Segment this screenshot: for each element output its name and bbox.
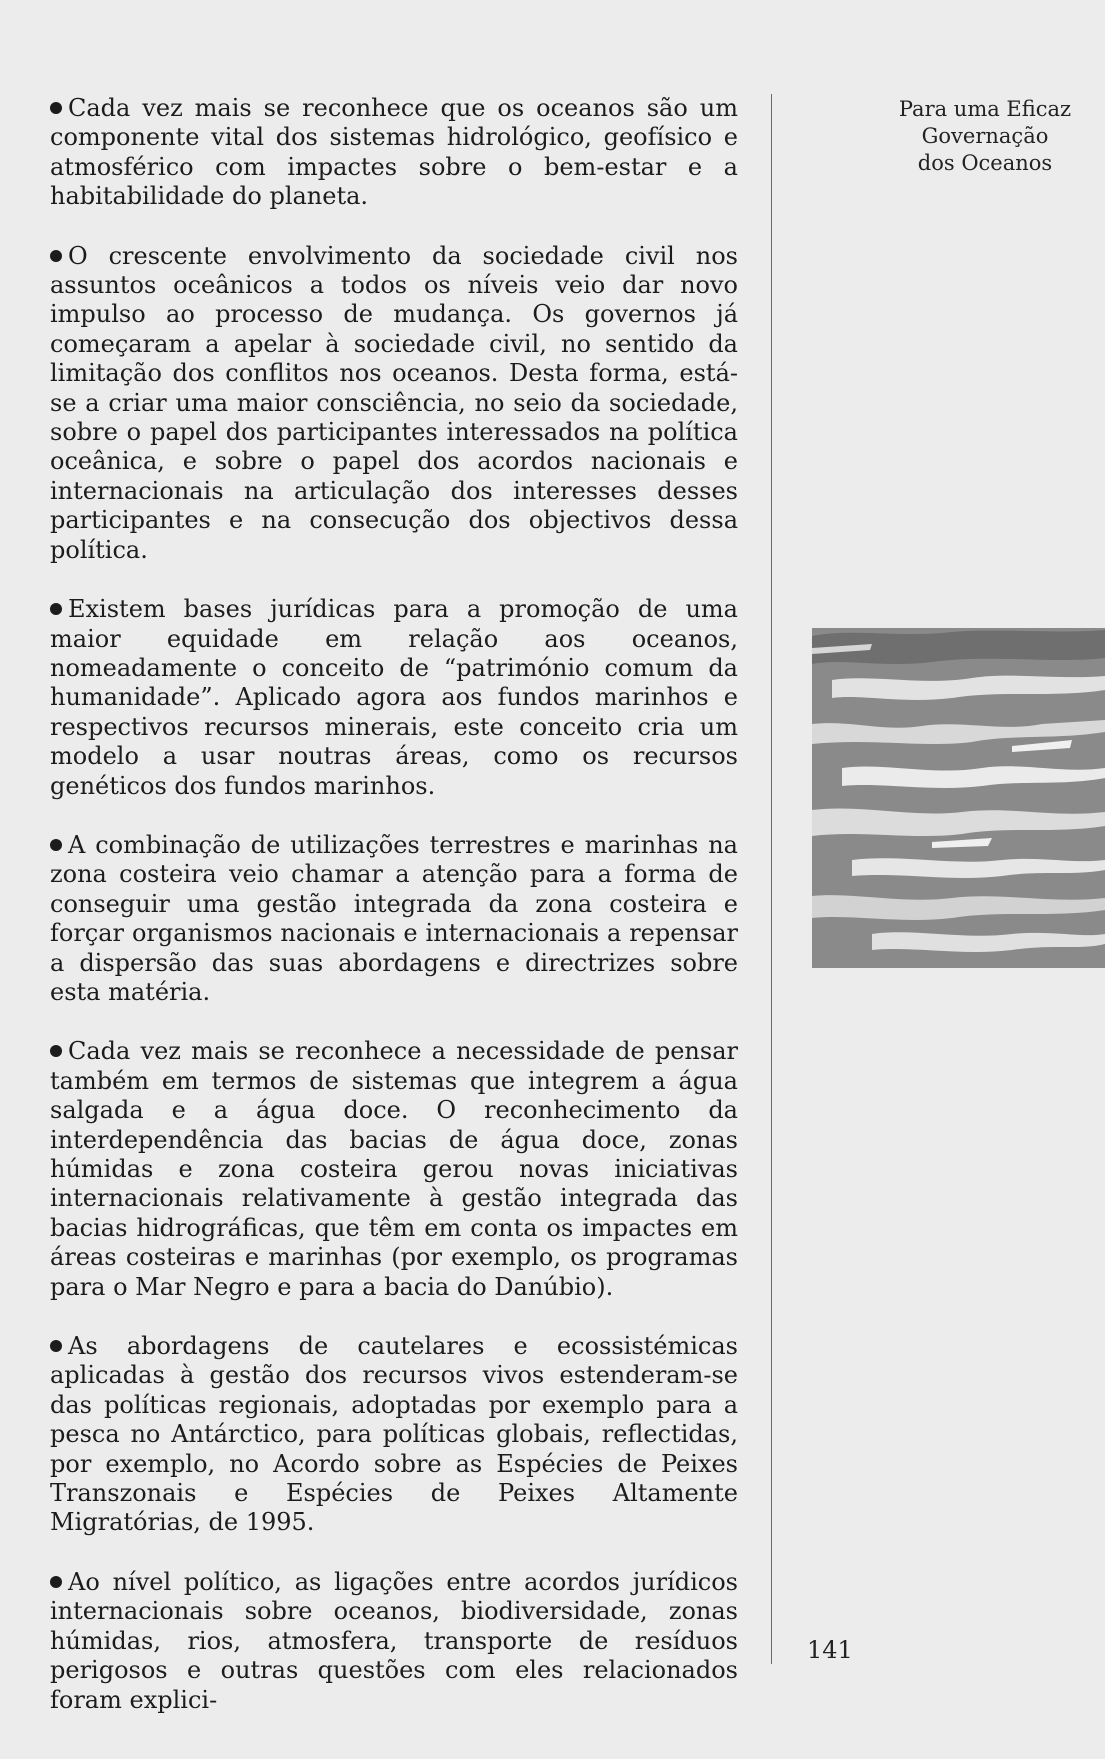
paragraph-text: Cada vez mais se reconhece a necessidade de pensar também em termos de sistemas que integrem a água salgada e a água doce. O reconhecimento da interdependência das bacias de água doce, zonas húmidas e zona costeira gerou novas iniciativas internacionais relativamente à gestão integrada das bacias hidrográficas, que têm em conta os impactes em áreas costeiras e marinhas (por exemplo, os programas para o Mar Negro e para a bacia do Danúbio). bbox=[50, 1037, 738, 1301]
paragraph-text: Ao nível político, as ligações entre acordos jurídicos internacionais sobre oceanos, biodiversidade, zonas húmidas, rios, atmosfera, transporte de resíduos perigosos e outras questões com eles relacionados foram explici- bbox=[50, 1567, 738, 1714]
paragraph-text: As abordagens de cautelares e ecossistémicas aplicadas à gestão dos recursos vivos estenderam-se das políticas regionais, adoptadas por exemplo para a pesca no Antárctico, para políticas globais, reflectidas, por exemplo, no Acordo sobre as Espécies de Peixes Transzonais e Espécies de Peixes Altamente Migratórias, de 1995. bbox=[50, 1332, 738, 1537]
bullet-icon bbox=[50, 839, 62, 851]
column-divider bbox=[771, 94, 772, 1664]
running-head-line: Governação bbox=[921, 124, 1049, 148]
bullet-paragraph bbox=[50, 1568, 738, 1715]
bullet-icon bbox=[50, 250, 62, 262]
bullet-paragraph bbox=[50, 831, 738, 1007]
bullet-icon bbox=[50, 1576, 62, 1588]
paragraph-text: A combinação de utilizações terrestres e marinhas na zona costeira veio chamar a atenção para a forma de conseguir uma gestão integrada da zona costeira e forçar organismos nacionais e internacionais a repensar a dispersão das suas abordagens e directrizes sobre esta matéria. bbox=[50, 830, 738, 1006]
bullet-paragraph bbox=[50, 595, 738, 801]
main-text-column bbox=[50, 94, 738, 1745]
paragraph-text: Existem bases jurídicas para a promoção de uma maior equidade em relação aos oceanos, nomeadamente o conceito de “património comum da humanidade”. Aplicado agora aos fundos marinhos e respectivos recursos minerais, este conceito cria um modelo a usar noutras áreas, como os recursos genéticos dos fundos marinhos. bbox=[50, 595, 738, 800]
paragraph-text: O crescente envolvimento da sociedade civil nos assuntos oceânicos a todos os níveis veio dar novo impulso ao processo de mudança. Os governos já começaram a apelar à sociedade civil, no sentido da limitação dos conflitos nos oceanos. Desta forma, está-se a criar uma maior consciência, no seio da sociedade, sobre o papel dos participantes interessados na política oceânica, e sobre o papel dos acordos nacionais e internacionais na articulação dos interesses desses participantes e na consecução dos objectivos dessa política. bbox=[50, 241, 738, 564]
bullet-icon bbox=[50, 1340, 62, 1352]
bullet-icon bbox=[50, 603, 62, 615]
bullet-paragraph bbox=[50, 94, 738, 212]
bullet-paragraph bbox=[50, 242, 738, 565]
page-number: 141 bbox=[807, 1636, 853, 1664]
ocean-wave-image bbox=[812, 628, 1105, 968]
bullet-paragraph bbox=[50, 1037, 738, 1302]
bullet-paragraph bbox=[50, 1332, 738, 1538]
bullet-icon bbox=[50, 102, 62, 114]
ocean-wave-photo bbox=[812, 628, 1105, 968]
running-head-line: Para uma Eficaz bbox=[898, 97, 1072, 121]
paragraph-text: Cada vez mais se reconhece que os oceanos são um componente vital dos sistemas hidrológico, geofísico e atmosférico com impactes sobre o bem-estar e a habitabilidade do planeta. bbox=[50, 94, 738, 211]
bullet-icon bbox=[50, 1045, 62, 1057]
running-head-line: dos Oceanos bbox=[917, 151, 1053, 175]
running-head bbox=[880, 96, 1090, 177]
